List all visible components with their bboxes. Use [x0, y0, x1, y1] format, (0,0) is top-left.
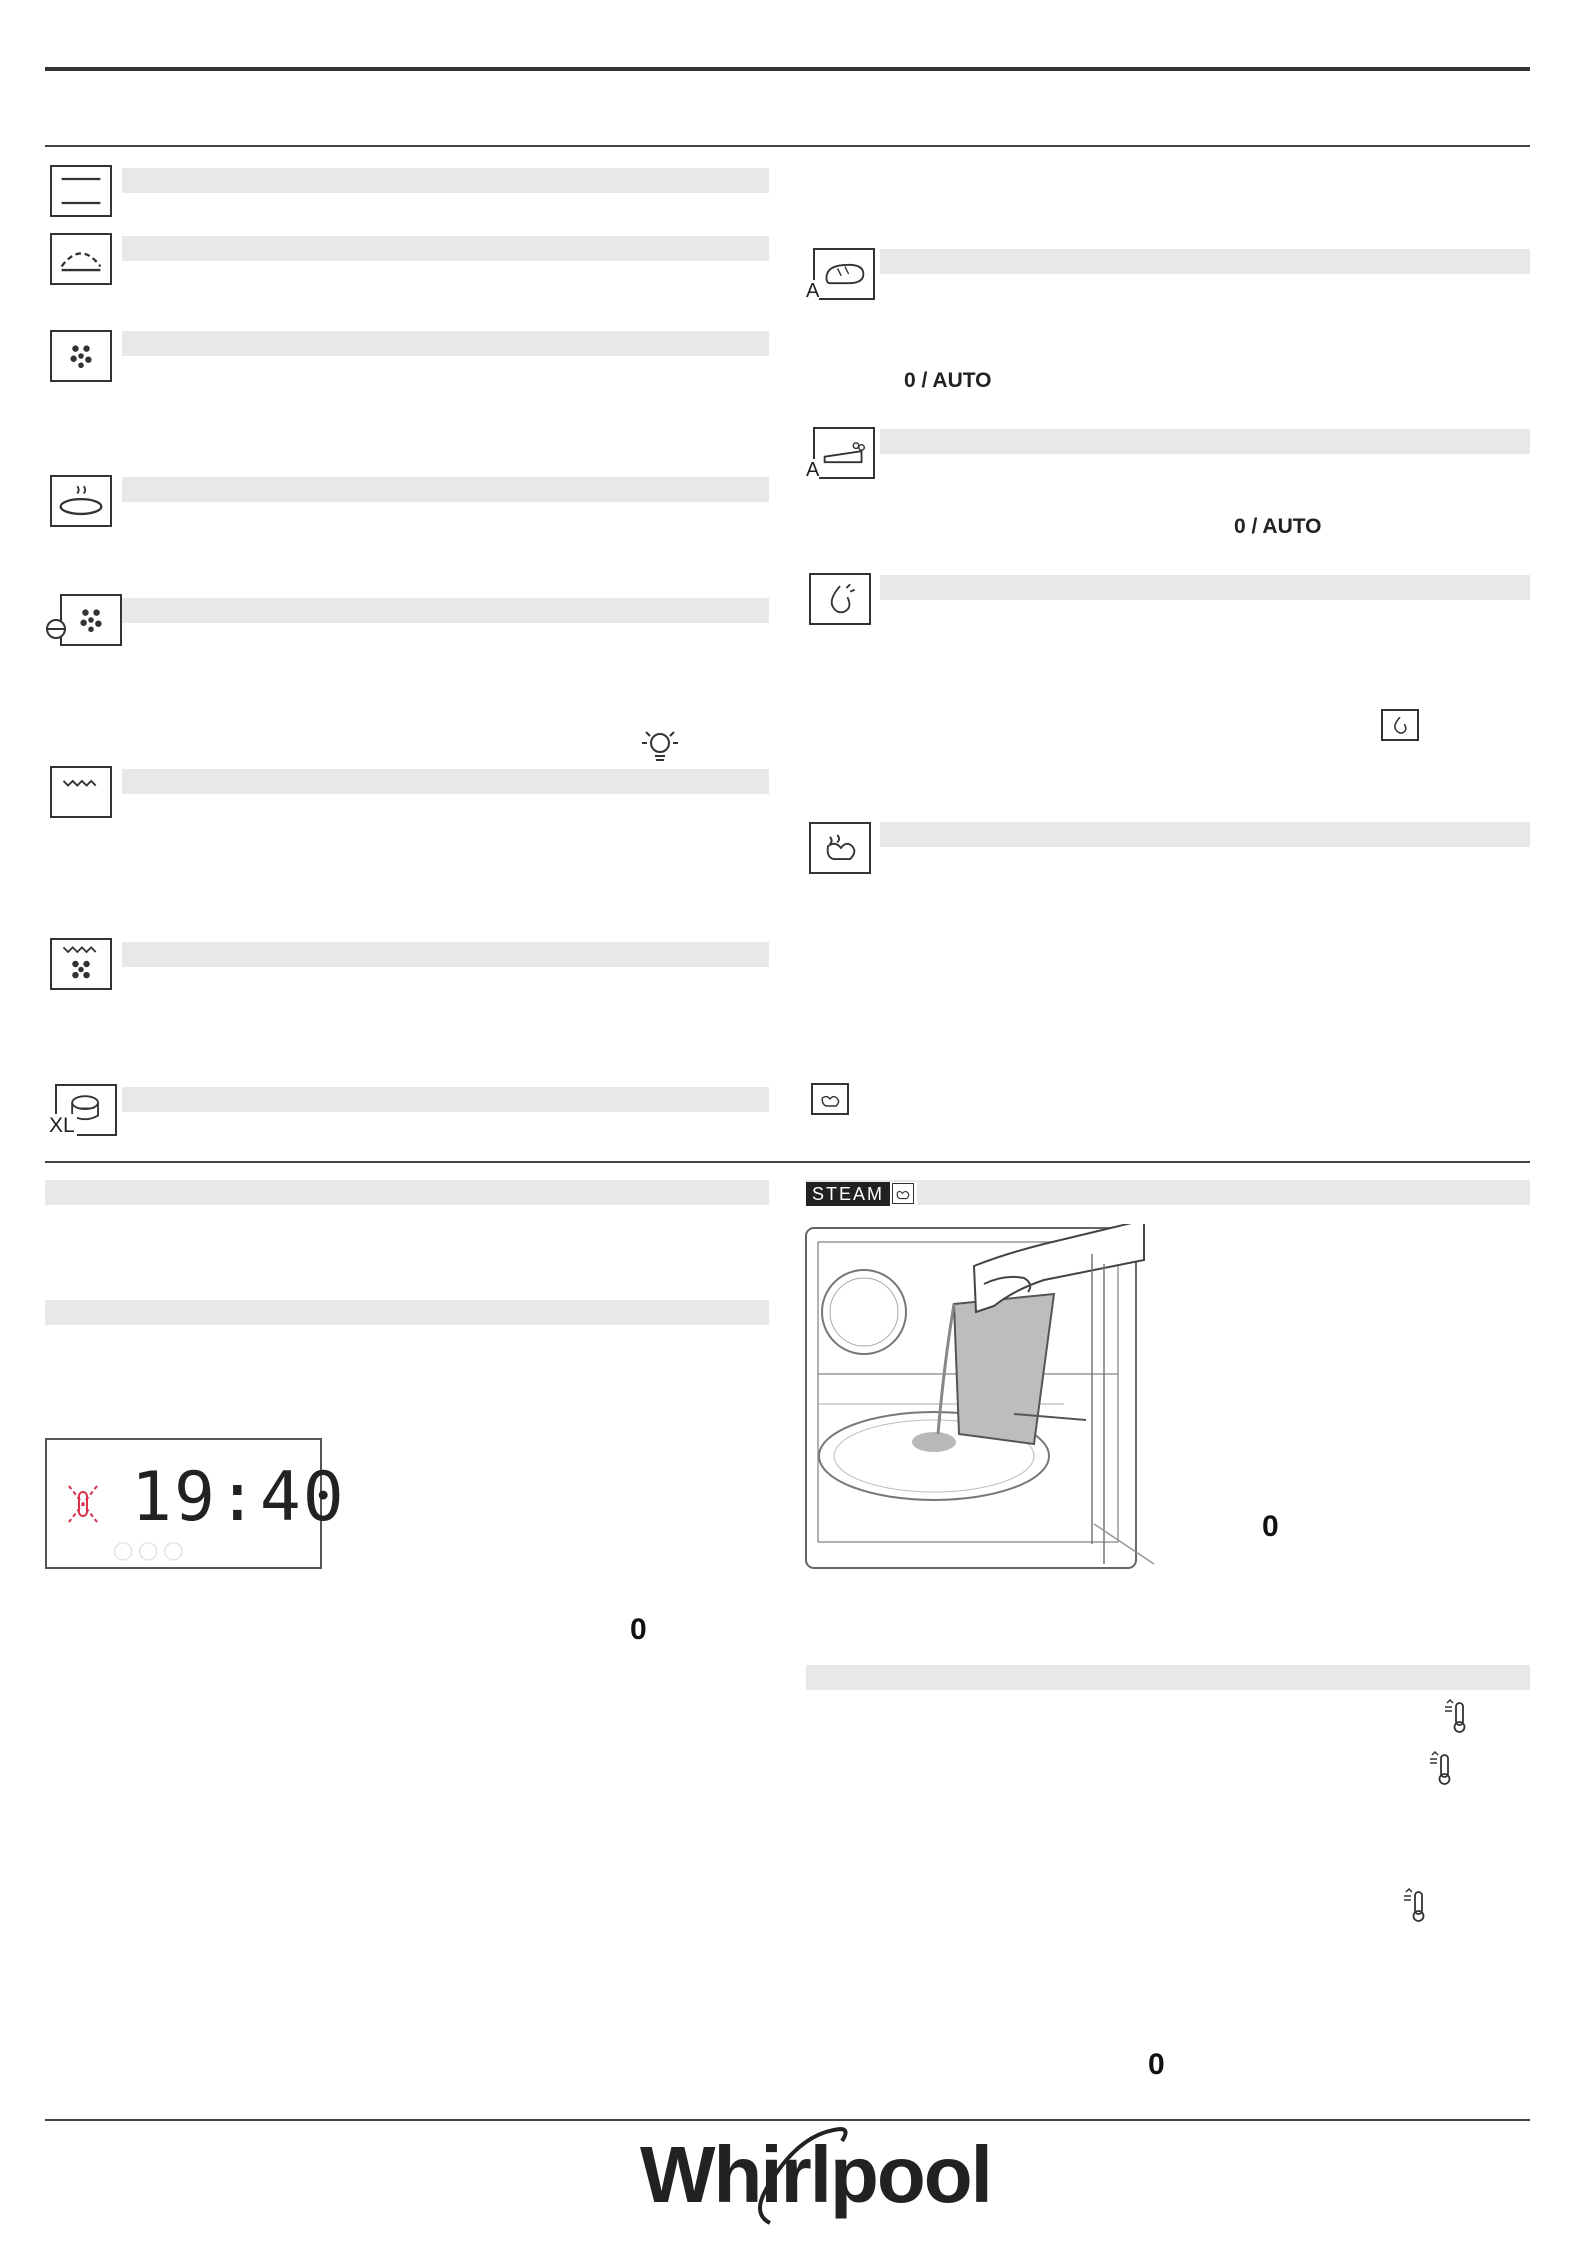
smart-clean-icon — [809, 573, 871, 625]
steam-label: STEAM — [806, 1182, 890, 1206]
grill-icon — [50, 233, 112, 285]
bottom-fan-icon — [50, 938, 112, 990]
function-bar — [122, 236, 769, 261]
smart-clean-inline-icon — [1381, 709, 1419, 741]
cake-auto-icon — [813, 427, 875, 479]
top-rule — [45, 67, 1530, 71]
zero-label: 0 — [1148, 2048, 1165, 2081]
xl-label: XL — [49, 1114, 75, 1137]
turbo-grill-icon — [50, 330, 112, 382]
header-divider — [45, 145, 1530, 147]
steam-clean-inline-icon — [811, 1083, 849, 1115]
steam-badge — [806, 1182, 917, 1206]
thermometer-icon — [1442, 1697, 1472, 1735]
steam-small-icon — [892, 1183, 914, 1204]
oven-steam-illustration — [804, 1224, 1164, 1572]
function-bar — [122, 168, 769, 193]
function-bar — [880, 429, 1530, 454]
eco-leaf-icon — [45, 617, 67, 641]
logo-swirl — [640, 2125, 950, 2225]
function-bar — [122, 331, 769, 356]
section-bar — [45, 1300, 769, 1325]
footer-divider — [45, 2119, 1530, 2121]
clock-display — [45, 1438, 346, 1569]
function-bar — [122, 769, 769, 794]
section-divider — [45, 1161, 1530, 1163]
bread-auto-label: A — [806, 280, 820, 302]
fast-preheat-icon — [65, 1480, 101, 1528]
thermometer-icon — [1401, 1886, 1431, 1924]
section-bar — [806, 1665, 1530, 1690]
lamp-icon — [638, 728, 682, 766]
function-bar — [880, 575, 1530, 600]
function-bar — [122, 942, 769, 967]
zero-label: 0 — [630, 1613, 647, 1646]
function-bar — [880, 822, 1530, 847]
pizza-icon — [50, 475, 112, 527]
function-bar — [122, 477, 769, 502]
bottom-heat-icon — [50, 766, 112, 818]
auto-label: 0 / AUTO — [1234, 515, 1322, 538]
zero-label: 0 — [1262, 1510, 1279, 1543]
thermometer-icon — [1427, 1749, 1457, 1787]
brand-wordmark: Whirlpool — [640, 2130, 991, 2219]
faded-icons: ◯ ◯ ◯ — [113, 1540, 184, 1560]
section-bar — [45, 1180, 769, 1205]
bread-auto-icon — [813, 248, 875, 300]
cake-auto-label: A — [806, 459, 820, 481]
conventional-icon — [50, 165, 112, 217]
function-bar — [122, 1087, 769, 1112]
function-bar — [122, 598, 769, 623]
auto-label: 0 / AUTO — [904, 369, 992, 392]
clock-digits: 19:40 — [131, 1458, 346, 1537]
function-bar — [880, 249, 1530, 274]
eco-forced-air-icon — [60, 594, 122, 646]
steam-clean-icon — [809, 822, 871, 874]
whirlpool-logo — [640, 2125, 991, 2225]
